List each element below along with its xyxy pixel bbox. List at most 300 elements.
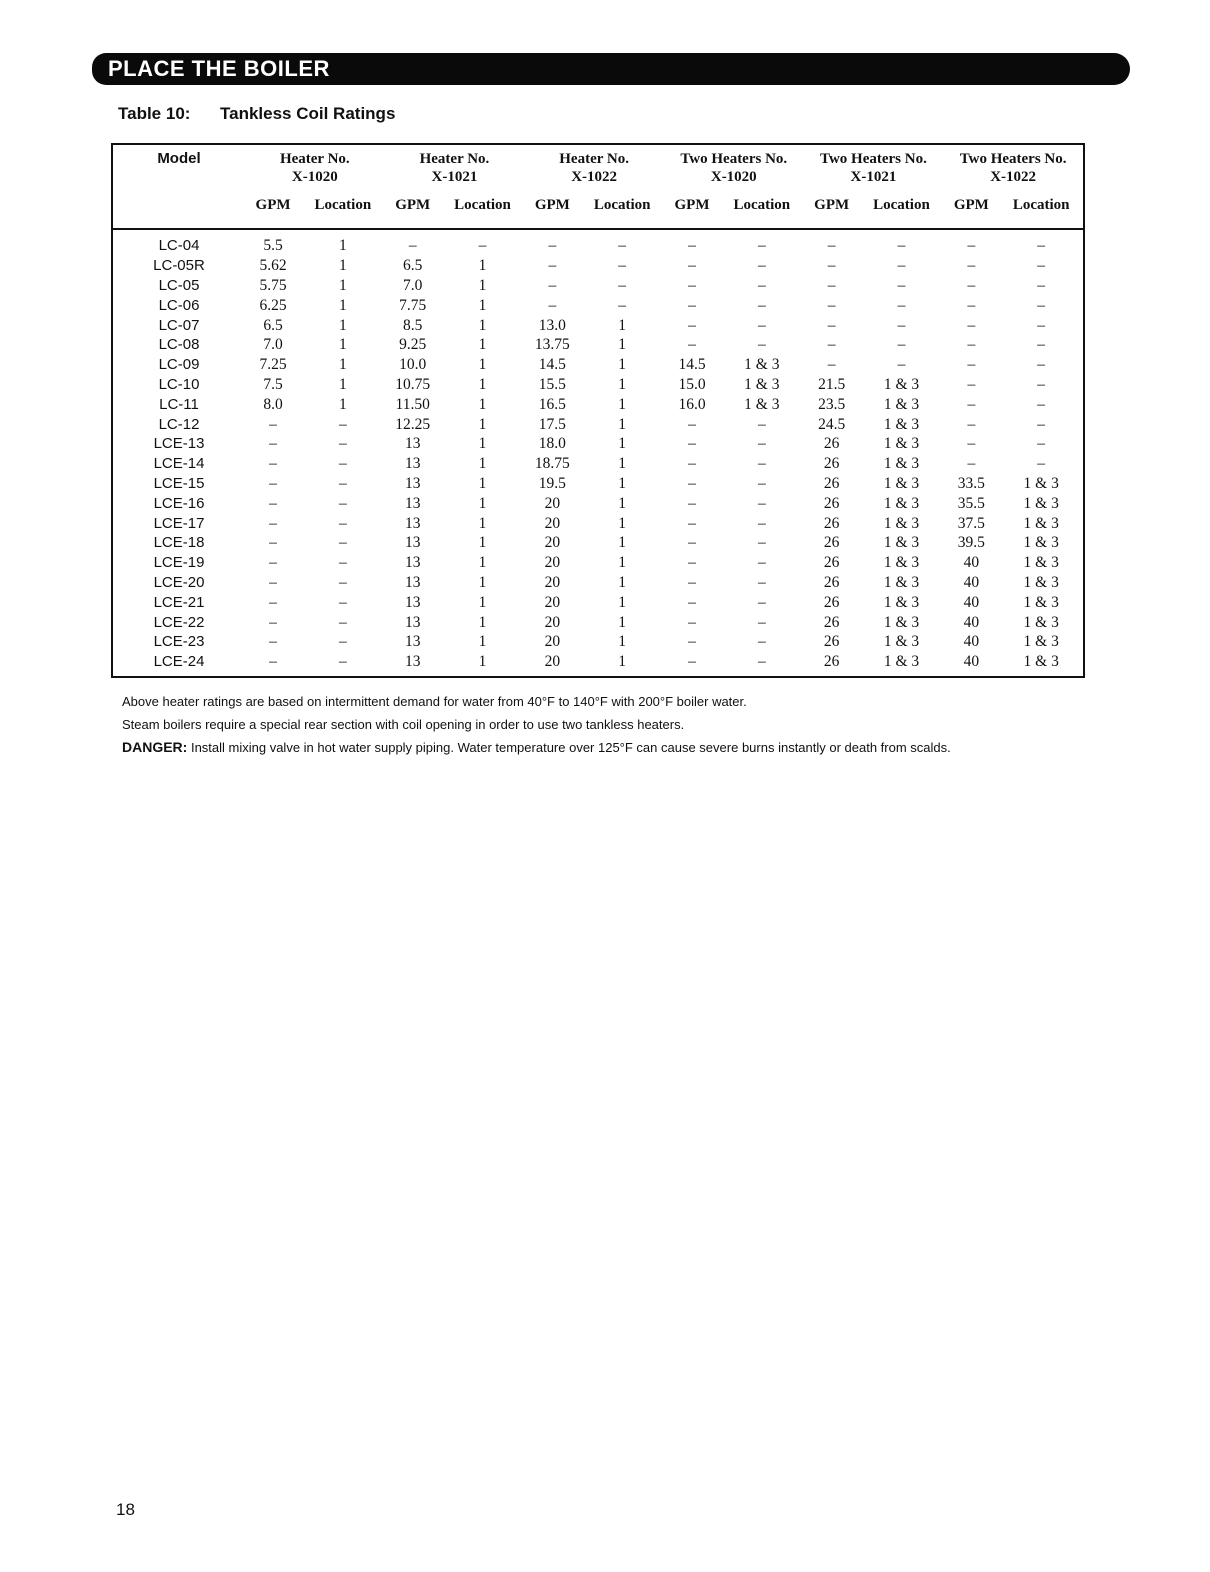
column-header-gpm: GPM: [814, 197, 850, 213]
gpm-cell: –: [688, 633, 696, 651]
gpm-cell: 20: [544, 593, 561, 611]
gpm-cell: 5.75: [259, 276, 287, 294]
location-cell: –: [757, 455, 766, 473]
table-number: Table 10:: [118, 104, 191, 123]
gpm-cell: 11.50: [395, 395, 430, 413]
gpm-cell: –: [967, 415, 976, 433]
location-cell: –: [757, 613, 766, 631]
column-header-location: Location: [454, 197, 511, 213]
gpm-cell: –: [269, 613, 277, 631]
location-cell: –: [757, 336, 766, 354]
location-cell: 1 & 3: [1023, 593, 1059, 611]
column-header-location: Location: [593, 197, 651, 213]
gpm-cell: 39.5: [957, 534, 985, 552]
location-cell: –: [618, 257, 627, 275]
gpm-cell: 16.0: [678, 395, 706, 413]
location-cell: –: [338, 514, 347, 532]
gpm-cell: 5.62: [259, 257, 287, 275]
gpm-cell: –: [269, 435, 277, 453]
location-cell: –: [757, 633, 766, 651]
gpm-cell: 26: [823, 653, 840, 671]
location-cell: 1 & 3: [1023, 613, 1059, 631]
column-header-gpm: GPM: [255, 197, 291, 213]
column-group-header: Two Heaters No. X-1020: [680, 151, 788, 185]
gpm-cell: 23.5: [818, 395, 846, 413]
location-cell: –: [1037, 316, 1046, 334]
model-cell: LC-07: [158, 316, 200, 334]
gpm-cell: 15.5: [538, 375, 566, 393]
gpm-cell: –: [967, 276, 976, 294]
column-group-header: Heater No. X-1022: [559, 151, 629, 185]
location-cell: –: [757, 276, 766, 294]
model-cell: LCE-23: [153, 633, 205, 651]
location-cell: 1: [478, 514, 487, 532]
model-cell: LCE-18: [153, 534, 205, 552]
location-cell: 1 & 3: [1023, 474, 1059, 492]
location-cell: –: [757, 554, 766, 572]
location-cell: –: [478, 237, 487, 255]
gpm-cell: 10.0: [399, 356, 427, 374]
gpm-cell: 14.5: [678, 356, 706, 374]
gpm-cell: –: [688, 474, 696, 492]
gpm-cell: 8.0: [263, 395, 283, 413]
table-row: [112, 454, 1084, 474]
table-body: [112, 229, 1084, 677]
column-header-location: Location: [733, 197, 791, 213]
location-cell: –: [897, 356, 906, 374]
location-cell: 1: [478, 276, 487, 294]
note-ratings-basis: Above heater ratings are based on intermittent demand for water from 40°F to 140°F with 200°F boiler water.: [122, 694, 747, 709]
column-group-header: Two Heaters No. X-1022: [959, 151, 1067, 185]
location-cell: –: [897, 336, 906, 354]
gpm-cell: 7.0: [263, 336, 283, 354]
gpm-cell: –: [269, 653, 277, 671]
table-caption: [118, 104, 395, 124]
column-group-header: Heater No. X-1020: [279, 151, 350, 185]
location-cell: 1: [478, 653, 487, 671]
location-cell: 1: [338, 395, 347, 413]
gpm-cell: 6.5: [263, 316, 283, 334]
header-row-groups: [112, 144, 1084, 186]
gpm-cell: 13: [404, 554, 421, 572]
location-cell: –: [1037, 455, 1046, 473]
column-header-location: Location: [1012, 197, 1070, 213]
location-cell: –: [1037, 276, 1046, 294]
gpm-cell: –: [548, 257, 557, 275]
location-cell: –: [1037, 257, 1046, 275]
gpm-cell: –: [827, 356, 836, 374]
location-cell: 1: [338, 375, 347, 393]
danger-text: Install mixing valve in hot water supply piping. Water temperature over 125°F can cause severe burns instantly or death from scalds.: [187, 740, 951, 755]
model-cell: LC-10: [158, 375, 200, 393]
gpm-cell: –: [688, 653, 696, 671]
danger-label: DANGER:: [122, 739, 188, 755]
location-cell: 1 & 3: [883, 633, 920, 651]
gpm-cell: –: [269, 633, 277, 651]
location-cell: –: [1037, 395, 1046, 413]
location-cell: 1 & 3: [883, 455, 920, 473]
gpm-cell: 26: [823, 534, 840, 552]
table-row: [112, 335, 1084, 355]
table-row: [112, 652, 1084, 677]
location-cell: 1: [478, 296, 487, 314]
gpm-cell: 16.5: [538, 395, 566, 413]
location-cell: –: [338, 494, 347, 512]
gpm-cell: 20: [544, 554, 561, 572]
location-cell: 1: [478, 633, 487, 651]
table-row: [112, 592, 1084, 612]
location-cell: –: [1037, 336, 1046, 354]
location-cell: 1: [618, 395, 627, 413]
location-cell: 1 & 3: [744, 356, 780, 374]
gpm-cell: 17.5: [538, 415, 566, 433]
gpm-cell: 20: [544, 534, 561, 552]
gpm-cell: –: [827, 296, 836, 314]
location-cell: –: [338, 593, 347, 611]
gpm-cell: 6.25: [259, 296, 287, 314]
location-cell: 1: [618, 593, 627, 611]
table-row: [112, 573, 1084, 593]
gpm-cell: –: [967, 257, 976, 275]
gpm-cell: –: [688, 257, 696, 275]
gpm-cell: –: [688, 593, 696, 611]
gpm-cell: 40: [963, 613, 980, 631]
gpm-cell: 7.25: [259, 356, 287, 374]
column-header-gpm: GPM: [953, 197, 989, 213]
location-cell: 1 & 3: [883, 435, 920, 453]
location-cell: 1: [478, 257, 487, 275]
gpm-cell: –: [827, 316, 836, 334]
gpm-cell: –: [827, 276, 836, 294]
table-row: [112, 513, 1084, 533]
gpm-cell: 13: [404, 435, 421, 453]
location-cell: 1 & 3: [883, 534, 920, 552]
location-cell: –: [1037, 356, 1046, 374]
table-row: [112, 553, 1084, 573]
location-cell: 1: [478, 336, 487, 354]
table-row: [112, 375, 1084, 395]
location-cell: –: [897, 237, 906, 255]
gpm-cell: 20: [544, 514, 561, 532]
table-row: [112, 612, 1084, 632]
location-cell: –: [618, 296, 627, 314]
location-cell: 1: [618, 375, 627, 393]
gpm-cell: –: [688, 514, 696, 532]
gpm-cell: –: [269, 554, 277, 572]
gpm-cell: 10.75: [395, 375, 431, 393]
model-cell: LCE-21: [153, 593, 205, 611]
gpm-cell: –: [967, 296, 976, 314]
location-cell: 1: [478, 534, 487, 552]
location-cell: 1: [338, 336, 347, 354]
location-cell: –: [1037, 435, 1046, 453]
location-cell: –: [897, 296, 906, 314]
location-cell: 1 & 3: [883, 415, 920, 433]
column-header-location: Location: [873, 197, 930, 213]
section-title: PLACE THE BOILER: [108, 56, 330, 81]
table-row: [112, 276, 1084, 296]
location-cell: 1: [618, 554, 627, 572]
location-cell: 1: [338, 296, 347, 314]
gpm-cell: 5.5: [263, 237, 283, 255]
location-cell: –: [338, 573, 347, 591]
location-cell: 1 & 3: [883, 593, 920, 611]
gpm-cell: –: [688, 613, 696, 631]
gpm-cell: 26: [823, 633, 840, 651]
location-cell: –: [338, 613, 347, 631]
location-cell: –: [338, 435, 347, 453]
gpm-cell: 13.75: [534, 336, 570, 354]
location-cell: –: [338, 633, 347, 651]
gpm-cell: 24.5: [818, 415, 846, 433]
gpm-cell: –: [688, 494, 696, 512]
gpm-cell: 13.0: [538, 316, 566, 334]
location-cell: –: [897, 276, 906, 294]
location-cell: –: [338, 415, 347, 433]
location-cell: 1 & 3: [1023, 534, 1059, 552]
model-cell: LCE-24: [153, 653, 205, 671]
location-cell: –: [338, 653, 347, 671]
location-cell: 1 & 3: [883, 494, 920, 512]
location-cell: 1: [618, 494, 627, 512]
location-cell: 1 & 3: [744, 395, 780, 413]
location-cell: 1: [618, 474, 627, 492]
table-row: [112, 355, 1084, 375]
model-cell: LCE-17: [153, 514, 205, 532]
gpm-cell: –: [269, 593, 277, 611]
location-cell: 1 & 3: [1023, 514, 1059, 532]
gpm-cell: 26: [823, 455, 840, 473]
table-row: [112, 315, 1084, 335]
column-header-model: Model: [157, 150, 201, 167]
gpm-cell: 14.5: [538, 356, 566, 374]
location-cell: 1 & 3: [883, 573, 920, 591]
gpm-cell: 7.0: [403, 276, 423, 294]
location-cell: 1: [618, 435, 627, 453]
gpm-cell: 37.5: [957, 514, 985, 532]
gpm-cell: 26: [823, 573, 840, 591]
gpm-cell: 13: [404, 455, 421, 473]
gpm-cell: –: [688, 296, 696, 314]
model-cell: LCE-19: [153, 554, 205, 572]
location-cell: –: [618, 237, 627, 255]
gpm-cell: 26: [823, 435, 840, 453]
location-cell: –: [338, 534, 347, 552]
location-cell: 1: [618, 653, 627, 671]
gpm-cell: 20: [544, 613, 561, 631]
gpm-cell: 13: [404, 633, 421, 651]
location-cell: –: [618, 276, 627, 294]
location-cell: 1: [338, 316, 347, 334]
gpm-cell: –: [967, 455, 976, 473]
gpm-cell: –: [967, 375, 976, 393]
location-cell: –: [757, 316, 766, 334]
gpm-cell: 13: [404, 534, 421, 552]
gpm-cell: –: [269, 474, 277, 492]
location-cell: –: [1037, 296, 1046, 314]
gpm-cell: 13: [404, 494, 421, 512]
gpm-cell: 40: [963, 653, 980, 671]
location-cell: –: [1037, 237, 1046, 255]
location-cell: 1: [478, 316, 487, 334]
gpm-cell: 18.75: [534, 455, 570, 473]
gpm-cell: 20: [544, 633, 561, 651]
model-cell: LC-04: [158, 237, 200, 255]
location-cell: 1: [478, 356, 487, 374]
location-cell: –: [757, 653, 766, 671]
location-cell: 1: [478, 395, 487, 413]
note-steam-boilers: Steam boilers require a special rear section with coil opening in order to use two tankless heaters.: [122, 717, 685, 732]
table-row: [112, 414, 1084, 434]
location-cell: 1: [618, 316, 627, 334]
table-row: [112, 434, 1084, 454]
location-cell: –: [757, 494, 766, 512]
danger-warning: [122, 736, 1122, 759]
model-cell: LC-11: [159, 395, 199, 413]
gpm-cell: –: [408, 237, 417, 255]
location-cell: –: [897, 316, 906, 334]
table-row: [112, 394, 1084, 414]
location-cell: –: [338, 554, 347, 572]
location-cell: –: [757, 514, 766, 532]
gpm-cell: 35.5: [957, 494, 985, 512]
column-header-location: Location: [314, 197, 372, 213]
location-cell: –: [757, 415, 766, 433]
location-cell: 1: [618, 573, 627, 591]
gpm-cell: 20: [544, 573, 561, 591]
model-cell: LCE-13: [153, 435, 205, 453]
gpm-cell: –: [548, 276, 557, 294]
gpm-cell: 13: [404, 653, 421, 671]
gpm-cell: 13: [404, 514, 421, 532]
gpm-cell: 13: [404, 593, 421, 611]
location-cell: 1: [478, 375, 487, 393]
location-cell: 1: [338, 356, 347, 374]
gpm-cell: 40: [963, 593, 980, 611]
location-cell: –: [1037, 415, 1046, 433]
gpm-cell: –: [967, 336, 976, 354]
gpm-cell: –: [967, 435, 976, 453]
model-cell: LC-05: [158, 276, 200, 294]
location-cell: 1 & 3: [883, 653, 920, 671]
gpm-cell: –: [688, 336, 696, 354]
location-cell: 1: [618, 534, 627, 552]
gpm-cell: –: [688, 534, 696, 552]
location-cell: 1 & 3: [883, 375, 920, 393]
location-cell: –: [757, 296, 766, 314]
location-cell: 1: [478, 573, 487, 591]
table-row: [112, 229, 1084, 256]
location-cell: 1 & 3: [1023, 494, 1059, 512]
gpm-cell: –: [688, 573, 696, 591]
location-cell: 1 & 3: [744, 375, 780, 393]
gpm-cell: 26: [823, 613, 840, 631]
gpm-cell: 15.0: [678, 375, 706, 393]
location-cell: 1: [478, 435, 487, 453]
gpm-cell: 40: [963, 633, 980, 651]
location-cell: 1 & 3: [883, 613, 920, 631]
gpm-cell: 26: [823, 474, 840, 492]
gpm-cell: 13: [404, 613, 421, 631]
model-cell: LC-09: [158, 356, 200, 374]
location-cell: 1 & 3: [1023, 633, 1059, 651]
gpm-cell: –: [967, 356, 976, 374]
table-row: [112, 632, 1084, 652]
table-row: [112, 493, 1084, 513]
header-row-subcolumns: [112, 186, 1084, 229]
gpm-cell: –: [827, 237, 836, 255]
model-cell: LC-12: [158, 415, 200, 433]
gpm-cell: –: [688, 435, 696, 453]
column-group-header: Heater No. X-1021: [419, 151, 490, 185]
location-cell: 1: [478, 455, 487, 473]
location-cell: –: [757, 534, 766, 552]
location-cell: 1: [618, 633, 627, 651]
location-cell: 1 & 3: [1023, 554, 1059, 572]
model-cell: LCE-15: [153, 474, 205, 492]
table-row: [112, 256, 1084, 276]
gpm-cell: 33.5: [957, 474, 985, 492]
gpm-cell: 26: [823, 494, 840, 512]
location-cell: 1 & 3: [883, 554, 920, 572]
location-cell: 1 & 3: [1023, 573, 1059, 591]
location-cell: –: [338, 474, 347, 492]
model-cell: LC-06: [158, 296, 200, 314]
model-cell: LCE-14: [153, 455, 205, 473]
gpm-cell: –: [548, 237, 557, 255]
column-header-gpm: GPM: [674, 197, 710, 213]
table-row: [112, 295, 1084, 315]
gpm-cell: –: [827, 257, 836, 275]
column-header-gpm: GPM: [534, 197, 570, 213]
gpm-cell: 18.0: [538, 435, 566, 453]
location-cell: 1: [478, 593, 487, 611]
gpm-cell: 20: [544, 653, 561, 671]
model-cell: LCE-16: [153, 494, 205, 512]
location-cell: 1 & 3: [1023, 653, 1059, 671]
gpm-cell: –: [688, 554, 696, 572]
gpm-cell: –: [688, 455, 696, 473]
gpm-cell: 26: [823, 554, 840, 572]
tankless-coil-ratings-table: [111, 143, 1085, 678]
section-banner: [92, 53, 1130, 85]
gpm-cell: –: [269, 514, 277, 532]
location-cell: 1: [338, 276, 347, 294]
table-row: [112, 474, 1084, 494]
column-header-gpm: GPM: [395, 197, 431, 213]
gpm-cell: 8.5: [403, 316, 423, 334]
gpm-cell: 7.5: [263, 375, 283, 393]
location-cell: 1: [618, 336, 627, 354]
location-cell: 1: [618, 415, 627, 433]
gpm-cell: 21.5: [818, 375, 846, 393]
model-cell: LC-08: [158, 336, 200, 354]
location-cell: –: [757, 257, 766, 275]
location-cell: 1: [618, 455, 627, 473]
gpm-cell: 26: [823, 514, 840, 532]
gpm-cell: –: [967, 237, 976, 255]
gpm-cell: –: [967, 316, 976, 334]
gpm-cell: –: [967, 395, 976, 413]
gpm-cell: –: [269, 455, 277, 473]
table-title: Tankless Coil Ratings: [220, 104, 396, 123]
model-cell: LCE-20: [153, 573, 205, 591]
gpm-cell: 40: [963, 554, 980, 572]
location-cell: –: [897, 257, 906, 275]
gpm-cell: 26: [823, 593, 840, 611]
model-cell: LC-05R: [153, 257, 205, 275]
gpm-cell: –: [688, 415, 696, 433]
